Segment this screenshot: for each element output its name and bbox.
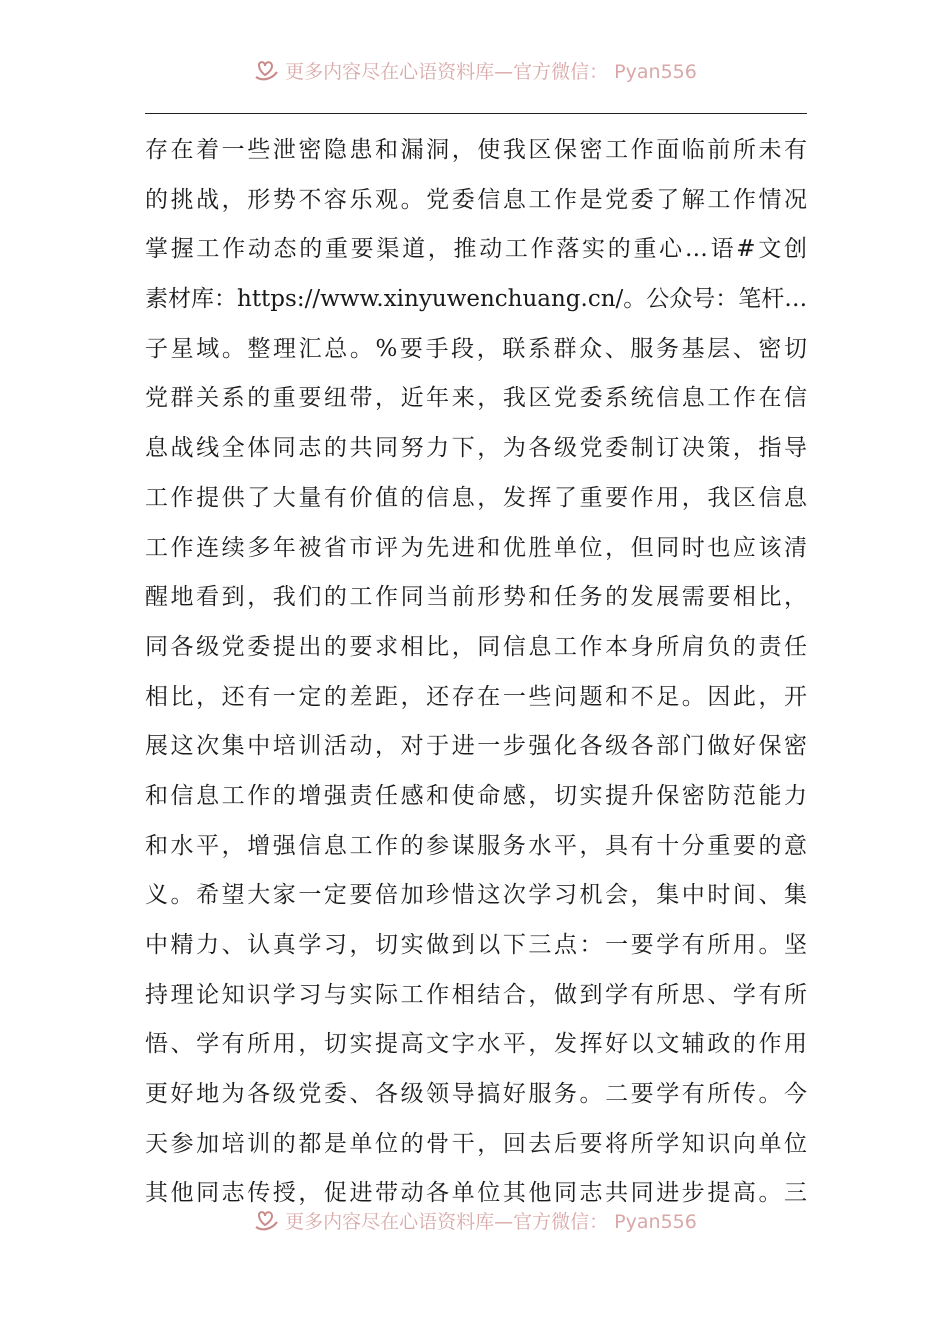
page-footer-watermark: [0, 1206, 950, 1234]
text-line: 展这次集中培训活动，对于进一步强化各级各部门做好保密: [145, 733, 807, 760]
text-line: 悟、学有所用，切实提高文字水平，发挥好以文辅政的作用: [145, 1031, 807, 1058]
text-line: 的挑战，形势不容乐观。党委信息工作是党委了解工作情况: [145, 186, 807, 213]
text-line: 醒地看到，我们的工作同当前形势和任务的发展需要相比，: [145, 584, 807, 611]
heart-swoosh-logo-icon: [253, 1207, 279, 1233]
text-line: 相比，还有一定的差距，还存在一些问题和不足。因此，开: [145, 683, 807, 710]
text-line: 息战线全体同志的共同努力下，为各级党委制订决策，指导: [145, 435, 807, 462]
header-watermark-text: 更多内容尽在心语资料库—官方微信： Pyan556: [285, 60, 697, 83]
text-line: 中精力、认真学习，切实做到以下三点：一要学有所用。坚: [145, 932, 807, 958]
text-line: 党群关系的重要纽带，近年来，我区党委系统信息工作在信: [145, 385, 807, 412]
text-line: 义。希望大家一定要倍加珍惜这次学习机会，集中时间、集: [145, 882, 807, 909]
page-header-watermark: [0, 56, 950, 84]
text-line: 素材库：https://www.xinyuwenchuang.cn/。公众号：笔杆…: [145, 286, 807, 313]
heart-swoosh-logo-icon: [253, 57, 279, 83]
text-line: 天参加培训的都是单位的骨干，回去后要将所学知识向单位: [145, 1130, 807, 1157]
text-line: 存在着一些泄密隐患和漏洞，使我区保密工作面临前所未有: [145, 137, 807, 163]
header-divider: [145, 113, 807, 114]
document-body: [145, 126, 807, 1219]
text-line: 同各级党委提出的要求相比，同信息工作本身所肩负的责任: [145, 633, 807, 660]
text-line: 工作连续多年被省市评为先进和优胜单位，但同时也应该清: [145, 534, 807, 561]
text-line: 其他同志传授，促进带动各单位其他同志共同进步提高。三: [145, 1180, 807, 1207]
text-line: 掌握工作动态的重要渠道，推动工作落实的重心…语#文创: [145, 236, 807, 263]
footer-watermark-text: 更多内容尽在心语资料库—官方微信： Pyan556: [285, 1210, 697, 1233]
text-line: 和水平，增强信息工作的参谋服务水平，具有十分重要的意: [145, 832, 807, 859]
text-line: 子星域。整理汇总。%要手段，联系群众、服务基层、密切: [145, 335, 807, 362]
text-line: 持理论知识学习与实际工作相结合，做到学有所思、学有所: [145, 981, 807, 1008]
text-line: 和信息工作的增强责任感和使命感，切实提升保密防范能力: [145, 782, 807, 809]
text-line: 更好地为各级党委、各级领导搞好服务。二要学有所传。今: [145, 1081, 807, 1108]
text-line: 工作提供了大量有价值的信息，发挥了重要作用，我区信息: [145, 484, 807, 511]
